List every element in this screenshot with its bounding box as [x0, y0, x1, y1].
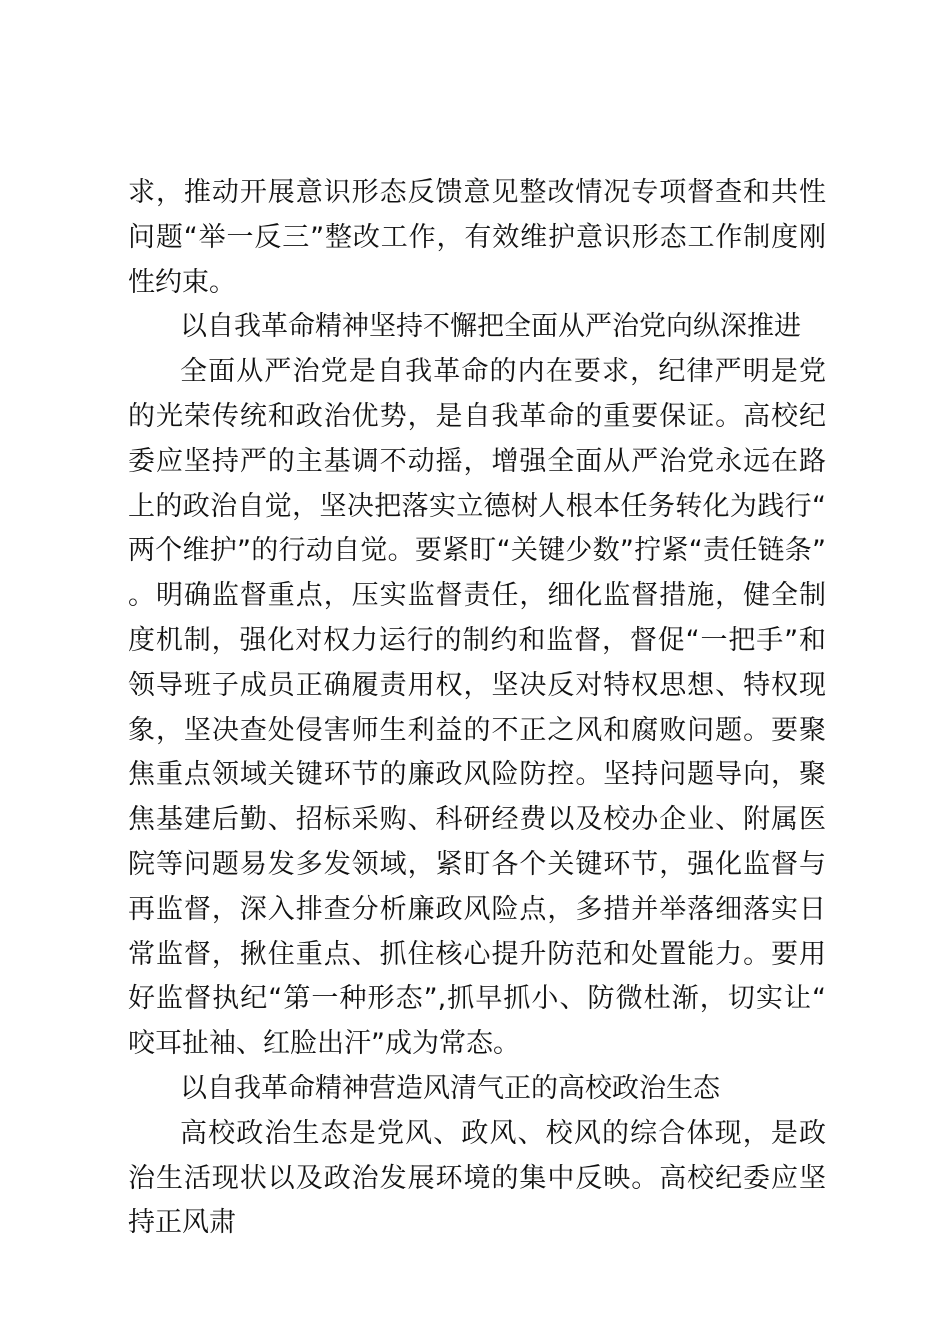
- document-body: [128, 171, 826, 1246]
- paragraph-political-ecology: 高校政治生态是党风、政风、校风的综合体现，是政治生活现状以及政治发展环境的集中反映。高校纪委应坚持正风肃: [128, 1117, 826, 1239]
- paragraph-continuation: 求，推动开展意识形态反馈意见整改情况专项督查和共性问题“举一反三”整改工作，有效维护意识形态工作制度刚性约束。: [128, 177, 826, 298]
- section-heading-self-revolution-party-governance: 以自我革命精神坚持不懈把全面从严治党向纵深推进: [180, 311, 801, 343]
- paragraph-party-governance: 全面从严治党是自我革命的内在要求，纪律严明是党的光荣传统和政治优势，是自我革命的重要保证。高校纪委应坚持严的主基调不动摇，增强全面从严治党永远在路上的政治自觉，坚决把落实立德树人根本任务转化为践行“两个维护”的行动自觉。要紧盯“关键少数”拧紧“责任链条”。明确监督重点，压实监督责任，细化监督措施，健全制度机制，强化对权力运行的制约和监督，督促“一把手”和领导班子成员正确履责用权，坚决反对特权思想、特权现象，坚决查处侵害师生利益的不正之风和腐败问题。要聚焦重点领域关键环节的廉政风险防控。坚持问题导向，聚焦基建后勤、招标采购、科研经费以及校办企业、附属医院等问题易发多发领域，紧盯各个关键环节，强化监督与再监督，深入排查分析廉政风险点，多措并举落细落实日常监督，揪住重点、抓住核心提升防范和处置能力。要用好监督执纪“第一种形态”,抓早抓小、防微杜渐，切实让“咬耳扯袖、红脸出汗”成为常态。: [128, 356, 826, 1060]
- section-heading-political-ecology: 以自我革命精神营造风清气正的高校政治生态: [180, 1072, 720, 1104]
